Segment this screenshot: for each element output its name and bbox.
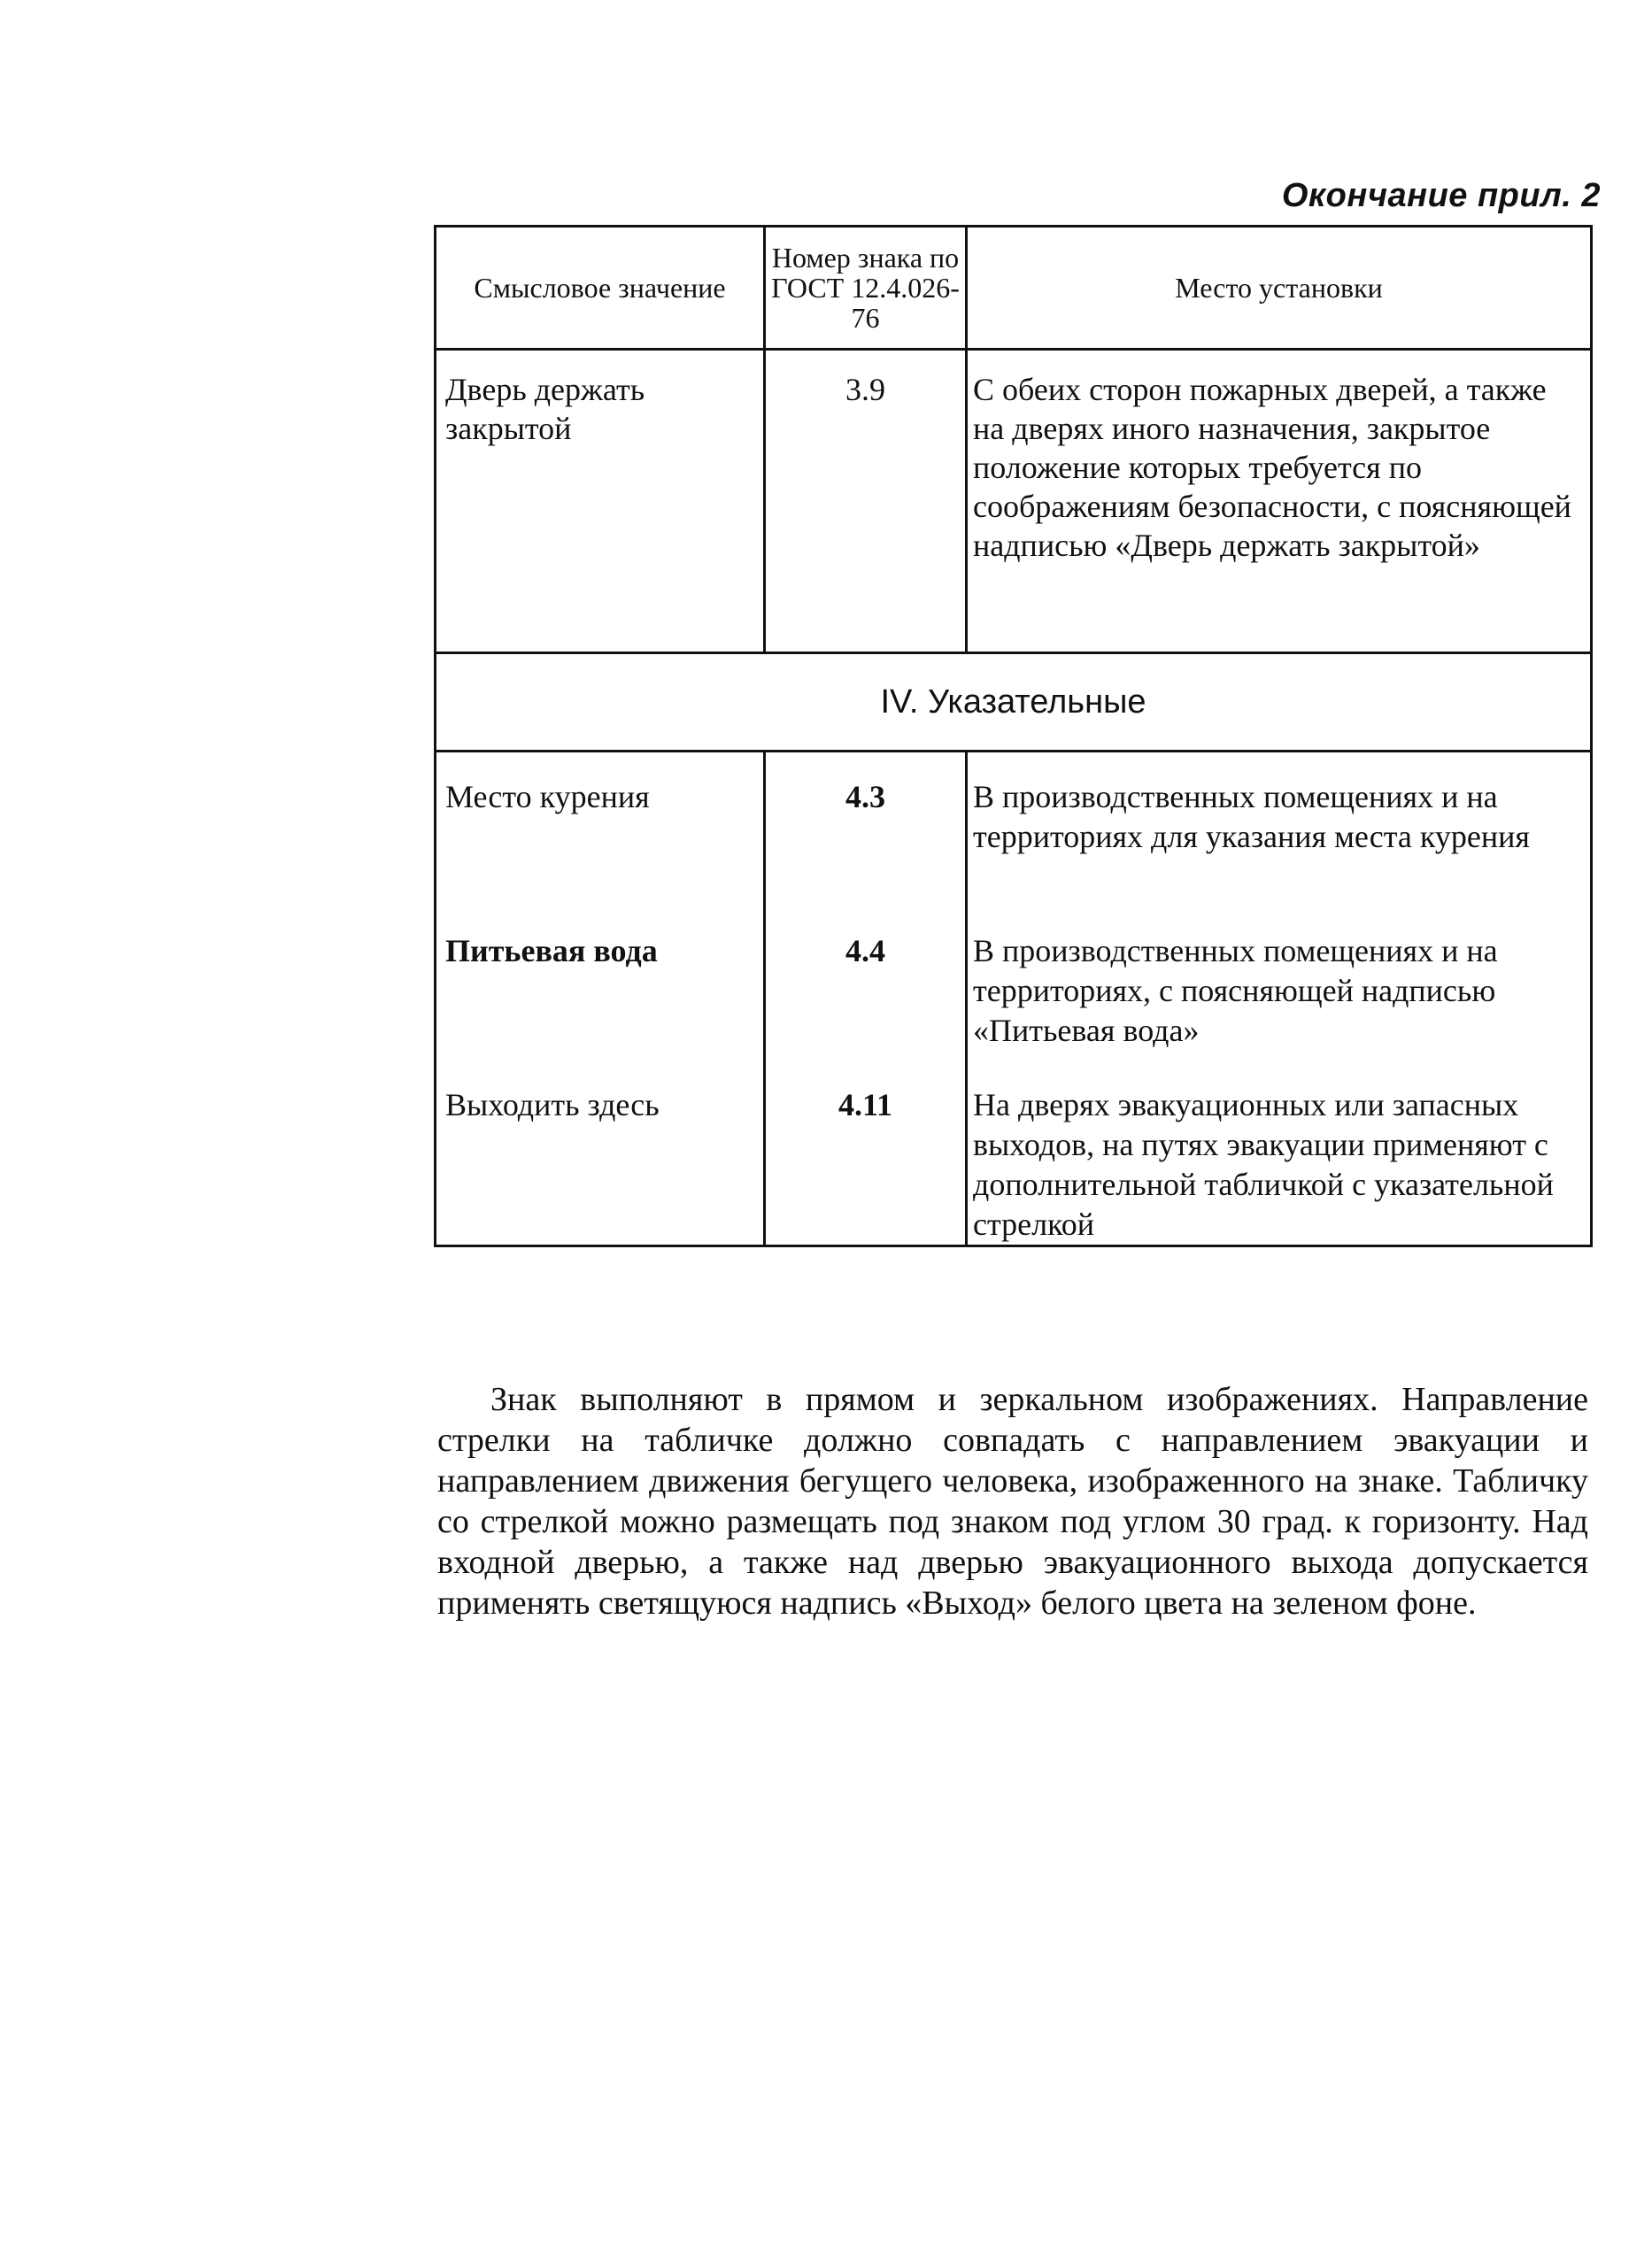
cell-meaning: Выходить здесь — [436, 1060, 765, 1246]
appendix-caption: Окончание прил. 2 — [1281, 177, 1601, 214]
cell-location: С обеих сторон пожарных дверей, а также на дверях иного назначения, закрытое положение которых требуется по соображениям безопасности, с поясняющей надписью «Дверь держать закрытой» — [967, 350, 1592, 653]
cell-number: 4.4 — [765, 906, 967, 1060]
table-row — [436, 752, 1592, 907]
cell-number: 4.3 — [765, 752, 967, 907]
cell-meaning: Дверь держать закрытой — [436, 350, 765, 653]
table-row — [436, 350, 1592, 653]
cell-location: На дверях эвакуационных или запасных выходов, на путях эвакуации применяют с дополнительной табличкой с указательной стрелкой — [967, 1060, 1592, 1246]
header-sign-number: Номер знака по ГОСТ 12.4.026-76 — [765, 227, 967, 350]
signs-table — [434, 225, 1593, 1247]
cell-location: В производственных помещениях и на территориях, с поясняющей надписью «Питьевая вода» — [967, 906, 1592, 1060]
body-paragraph: Знак выполняют в прямом и зеркальном изображениях. Направление стрелки на табличке должно совпадать с направлением эвакуации и направлением движения бегущего человека, изображенного на знаке. Табличку со стрелкой можно размещать под знаком под углом 30 град. к горизонту. Над входной дверью, а также над дверью эвакуационного выхода допускается применять светящуюся надпись «Выход» белого цвета на зеленом фоне. — [437, 1381, 1588, 1622]
cell-number: 3.9 — [765, 350, 967, 653]
cell-number: 4.11 — [765, 1060, 967, 1246]
cell-meaning: Питьевая вода — [436, 906, 765, 1060]
section-header-row — [436, 653, 1592, 752]
cell-meaning: Место курения — [436, 752, 765, 907]
cell-location: В производственных помещениях и на территориях для указания места курения — [967, 752, 1592, 907]
section-title: IV. Указательные — [436, 653, 1592, 752]
table-row — [436, 906, 1592, 1060]
table-row — [436, 1060, 1592, 1246]
table-header-row — [436, 227, 1592, 350]
header-location: Место установки — [967, 227, 1592, 350]
header-meaning: Смысловое значение — [436, 227, 765, 350]
